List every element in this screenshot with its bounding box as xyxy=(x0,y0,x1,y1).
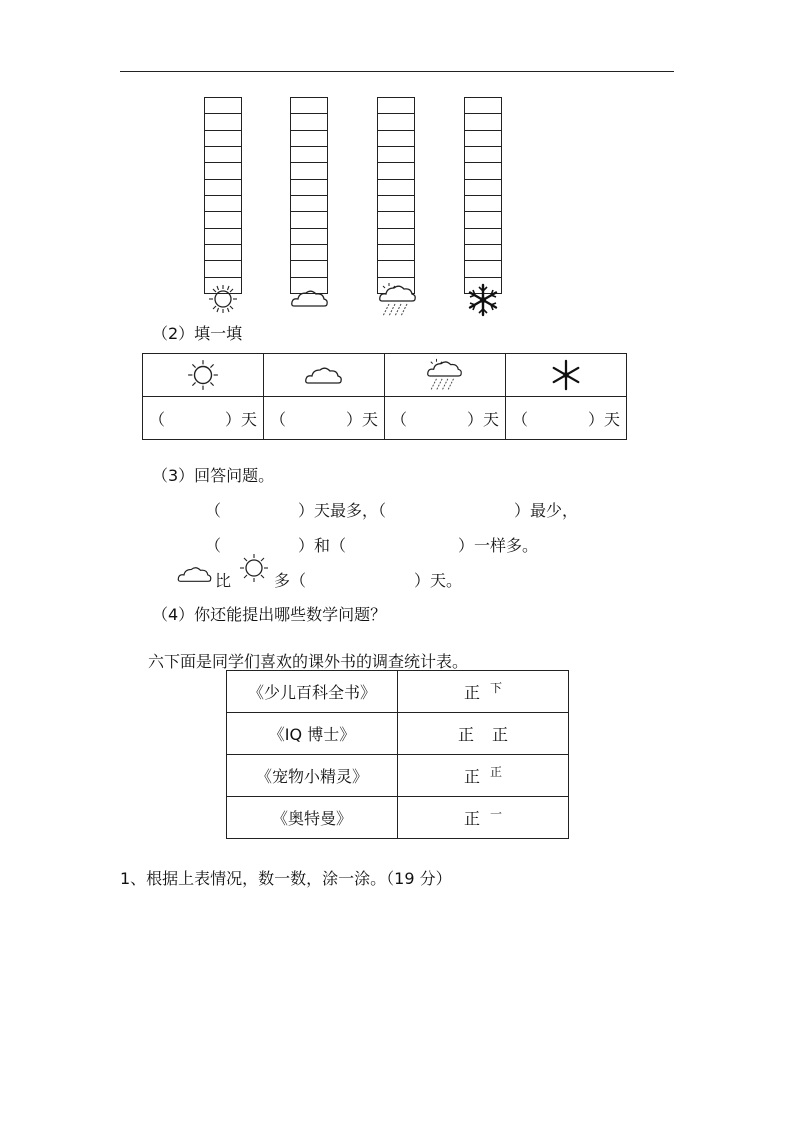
q1-mid: ）天最多，（ xyxy=(298,501,387,520)
table-cell-snow xyxy=(506,354,627,397)
snow-icon xyxy=(550,359,582,391)
q3-duo: 多（ xyxy=(274,571,307,590)
weather-fill-table xyxy=(142,353,627,440)
book-name: 《少儿百科全书》 xyxy=(227,671,398,713)
cloud-icon xyxy=(304,363,344,387)
table-cell-rain xyxy=(385,354,506,397)
q3-bi: 比 xyxy=(215,571,232,590)
fill-cell-sun[interactable]: （ ）天 xyxy=(143,397,264,440)
fill-cell-rain[interactable]: （ ）天 xyxy=(385,397,506,440)
grid-column-rain[interactable] xyxy=(377,97,415,281)
tally-cell: 正 正 xyxy=(398,755,569,797)
sun-icon xyxy=(183,358,223,392)
q2-end: ）一样多。 xyxy=(458,536,539,555)
fill-cell-cloud[interactable]: （ ）天 xyxy=(264,397,385,440)
fill-cell-snow[interactable]: （ ）天 xyxy=(506,397,627,440)
table-row xyxy=(227,797,569,839)
book-name: 《宠物小精灵》 xyxy=(227,755,398,797)
book-name: 《奥特曼》 xyxy=(227,797,398,839)
question-1: 1、根据上表情况，数一数，涂一涂。（19 分） xyxy=(120,869,452,888)
cloud-icon xyxy=(290,286,330,310)
sun-icon xyxy=(236,552,272,588)
book-survey-table xyxy=(226,670,569,839)
section-3-title: （3）回答问题。 xyxy=(152,466,275,485)
section-2-title: （2）填一填 xyxy=(152,324,243,343)
rain-icon xyxy=(377,281,419,319)
tally-cell: 正 一 xyxy=(398,797,569,839)
section-4-title: （4）你还能提出哪些数学问题？ xyxy=(152,605,387,624)
header-rule xyxy=(120,71,674,72)
cloud-icon xyxy=(176,563,214,589)
q1-open: （ xyxy=(205,501,222,520)
table-row xyxy=(227,755,569,797)
snow-icon xyxy=(466,283,500,317)
tally-cell: 正 下 xyxy=(398,671,569,713)
q2-open: （ xyxy=(205,536,222,555)
tally-cell: 正 正 xyxy=(398,713,569,755)
rain-icon xyxy=(425,357,465,393)
section-6-title: 六下面是同学们喜欢的课外书的调查统计表。 xyxy=(148,652,469,671)
table-row xyxy=(227,713,569,755)
grid-column-cloud[interactable] xyxy=(290,97,328,281)
table-row xyxy=(227,671,569,713)
q2-mid: ）和（ xyxy=(298,536,347,555)
sun-icon xyxy=(205,283,241,315)
book-name: 《IQ 博士》 xyxy=(227,713,398,755)
q3-end: ）天。 xyxy=(414,571,463,590)
table-cell-cloud xyxy=(264,354,385,397)
table-cell-sun xyxy=(143,354,264,397)
q1-end: ）最少， xyxy=(514,501,579,520)
grid-column-sun[interactable] xyxy=(204,97,242,281)
grid-column-snow[interactable] xyxy=(464,97,502,281)
